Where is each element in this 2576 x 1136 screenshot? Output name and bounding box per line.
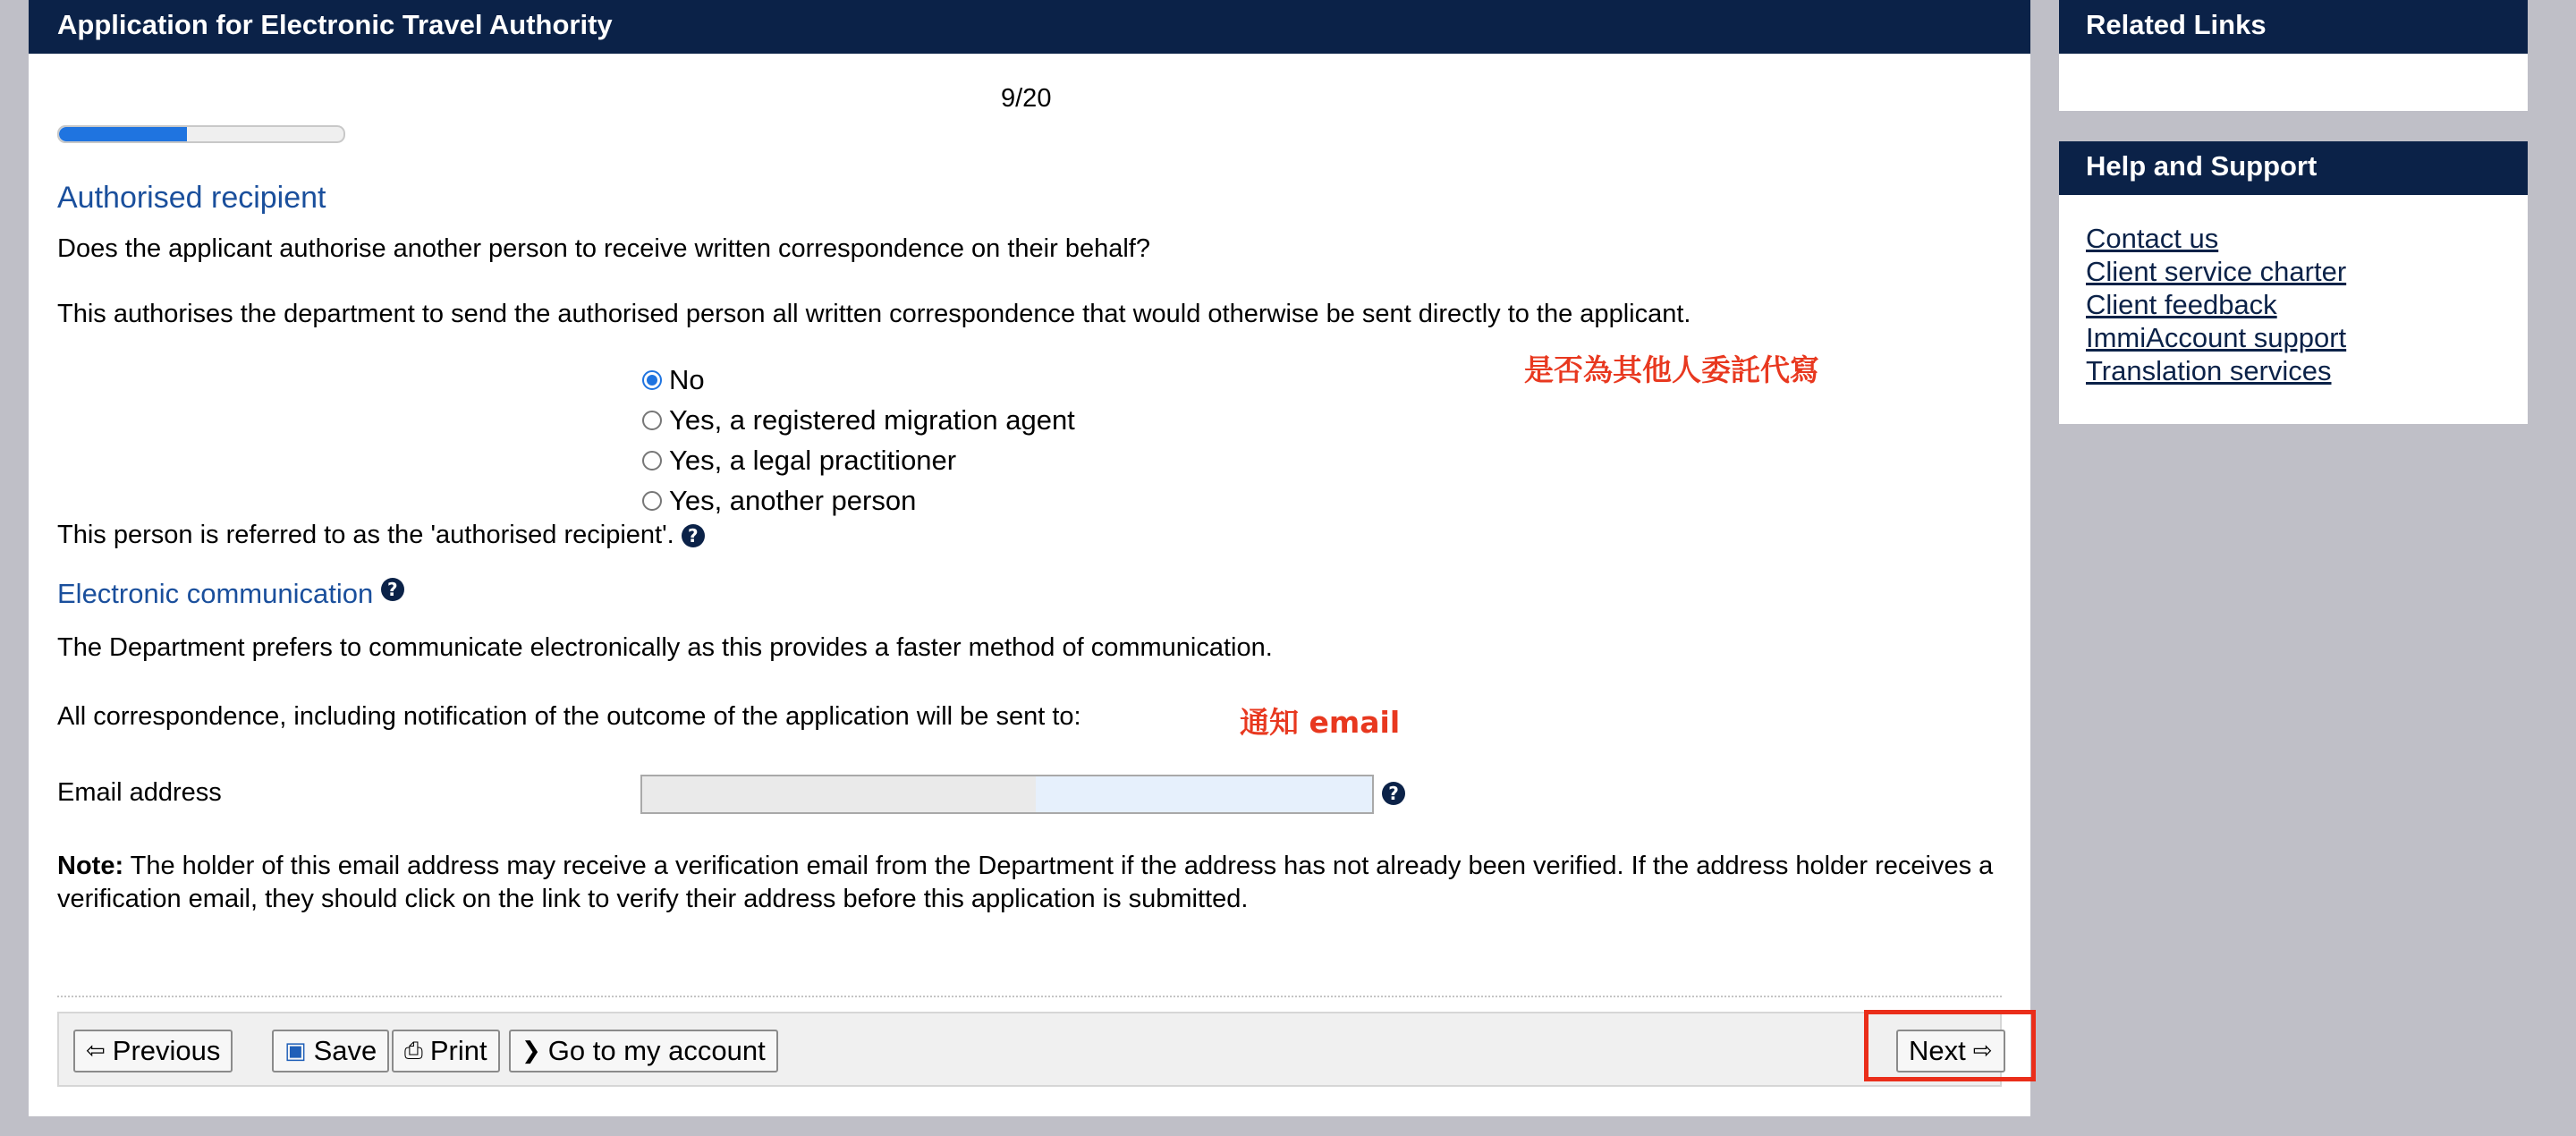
- radio-button[interactable]: [642, 491, 662, 511]
- radio-option-another-person[interactable]: [642, 483, 916, 519]
- contact-us-link[interactable]: Contact us: [2086, 223, 2219, 254]
- email-field[interactable]: [640, 775, 1374, 814]
- print-button[interactable]: [392, 1030, 500, 1072]
- button-bar: [57, 1012, 2002, 1087]
- related-links-title: Related Links: [2059, 0, 2528, 54]
- save-button[interactable]: [272, 1030, 389, 1072]
- radio-label: No: [669, 364, 705, 395]
- progress-bar: [57, 125, 345, 143]
- radio-label: Yes, another person: [669, 485, 917, 516]
- client-service-charter-link[interactable]: Client service charter: [2086, 256, 2347, 287]
- help-icon[interactable]: ?: [682, 524, 705, 547]
- note-label: Note:: [57, 852, 124, 880]
- authorised-question: Does the applicant authorise another person to receive written correspondence on their behalf?: [57, 234, 1150, 263]
- help-icon[interactable]: ?: [381, 578, 404, 601]
- floppy-disk-icon: ▣: [284, 1038, 307, 1064]
- radio-button[interactable]: [642, 370, 662, 390]
- printer-icon: ⎙: [404, 1037, 423, 1064]
- electronic-communication-heading: [57, 578, 404, 610]
- help-icon[interactable]: ?: [1382, 782, 1405, 805]
- help-links: [2059, 195, 2528, 414]
- previous-label: Previous: [112, 1035, 221, 1066]
- email-label: Email address: [57, 778, 222, 807]
- help-support-panel: [2059, 141, 2528, 424]
- application-panel: [29, 0, 2030, 1116]
- chevron-right-icon: ❯: [521, 1038, 541, 1064]
- translation-services-link[interactable]: Translation services: [2086, 355, 2332, 386]
- go-to-account-button[interactable]: [509, 1030, 778, 1072]
- email-annotation: 通知 email: [1240, 705, 1401, 740]
- client-feedback-link[interactable]: Client feedback: [2086, 289, 2277, 320]
- radio-button[interactable]: [642, 451, 662, 471]
- arrow-left-icon: ⇦: [86, 1038, 106, 1064]
- radio-option-migration-agent[interactable]: [642, 403, 1075, 438]
- radio-label: Yes, a legal practitioner: [669, 445, 957, 476]
- radio-option-no[interactable]: [642, 362, 705, 398]
- radio-option-legal-practitioner[interactable]: [642, 443, 956, 479]
- immiaccount-support-link[interactable]: ImmiAccount support: [2086, 322, 2347, 353]
- progress-fill: [59, 127, 187, 141]
- help-support-title: Help and Support: [2059, 141, 2528, 195]
- authorised-recipient-note: [57, 519, 705, 552]
- authorised-explanation: This authorises the department to send the authorised person all written correspondence that would otherwise be sent directly to the applicant.: [57, 300, 1691, 328]
- previous-button[interactable]: [73, 1030, 233, 1072]
- next-label: Next: [1909, 1035, 1966, 1066]
- verification-note: [57, 850, 2007, 916]
- step-counter: 9/20: [1001, 84, 1052, 113]
- electronic-preference-text: The Department prefers to communicate electronically as this provides a faster method of communication.: [57, 633, 1273, 662]
- radio-button[interactable]: [642, 411, 662, 430]
- note-text: The holder of this email address may receive a verification email from the Department if the address has not already been verified. If the address holder receives a verification email, they should click on the link to verify their address before this application is submitted.: [57, 852, 1994, 913]
- arrow-right-icon: ⇨: [1972, 1038, 1993, 1064]
- correspondence-text: All correspondence, including notification of the outcome of the application will be sent to:: [57, 702, 1081, 731]
- related-links-panel: [2059, 0, 2528, 111]
- radio-label: Yes, a registered migration agent: [669, 404, 1075, 436]
- print-label: Print: [429, 1035, 487, 1066]
- electronic-heading-text: Electronic communication: [57, 578, 374, 609]
- authorised-annotation: 是否為其他人委託代寫: [1524, 352, 1819, 387]
- account-label: Go to my account: [547, 1035, 766, 1066]
- page-title: Application for Electronic Travel Authority: [29, 0, 2030, 54]
- next-button-highlight: [1864, 1010, 2036, 1081]
- save-label: Save: [313, 1035, 377, 1066]
- authorised-recipient-heading: Authorised recipient: [57, 181, 326, 215]
- divider: [57, 996, 2002, 997]
- authorised-note-text: This person is referred to as the 'authorised recipient'.: [57, 521, 674, 549]
